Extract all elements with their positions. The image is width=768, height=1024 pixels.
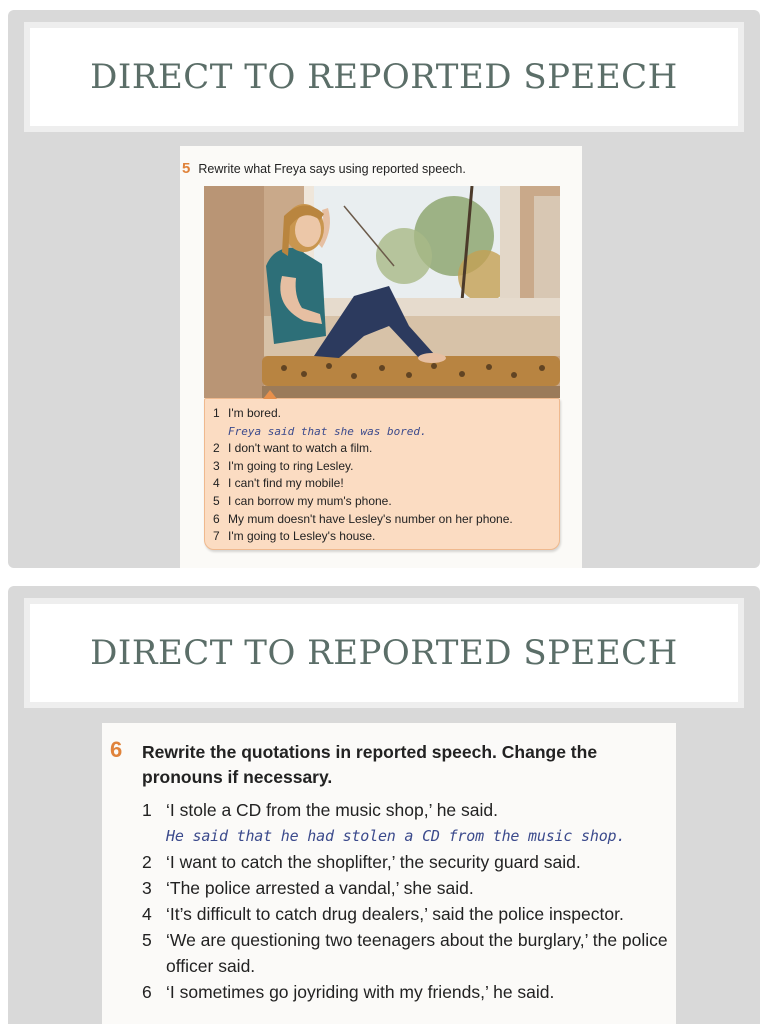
exercise-header: [182, 160, 466, 177]
textbook-page-scan: [180, 146, 582, 568]
slide-title-box: [24, 22, 744, 132]
handwritten-example-answer: He said that he had stolen a CD from the music shop.: [166, 827, 626, 845]
slide-title-box: [24, 598, 744, 708]
exercise-instruction: Rewrite the quotations in reported speech. Change the pronouns if necessary.: [142, 742, 598, 787]
slide-title: DIRECT TO REPORTED SPEECH: [90, 57, 678, 97]
list-item: 5 ‘We are questioning two teenagers about the burglary,’ the police officer said.: [142, 930, 668, 976]
exercise-number: 5: [182, 160, 191, 177]
slide-1: [8, 10, 760, 568]
list-item: 7 I'm going to Lesley's house.: [213, 529, 376, 544]
speech-pointer: [263, 390, 277, 399]
textbook-page-scan: [102, 723, 676, 1024]
slide-title: DIRECT TO REPORTED SPEECH: [90, 633, 678, 673]
list-item: 4 ‘It’s difficult to catch drug dealers,’ said the police inspector.: [142, 904, 624, 924]
list-item: 1 I'm bored.: [213, 406, 281, 420]
exercise-items-list: [142, 797, 672, 1005]
list-item: 6 My mum doesn't have Lesley's number on her phone.: [213, 511, 513, 526]
photo-illustration: [204, 186, 560, 398]
list-item: 2 ‘I want to catch the shoplifter,’ the security guard said.: [142, 852, 581, 872]
list-item: 4 I can't find my mobile!: [213, 476, 344, 491]
list-item: 2 I don't want to watch a film.: [213, 441, 373, 456]
slide-2: [8, 586, 760, 1024]
list-item: 3 I'm going to ring Lesley.: [213, 458, 354, 473]
exercise-items-box: [204, 398, 560, 550]
exercise-number: 6: [110, 737, 123, 762]
list-item: 3 ‘The police arrested a vandal,’ she said.: [142, 878, 474, 898]
exercise-instruction: Rewrite what Freya says using reported speech.: [198, 162, 466, 176]
list-item: 6 ‘I sometimes go joyriding with my friends,’ he said.: [142, 982, 555, 1002]
girl-at-window-photo: [204, 186, 560, 398]
list-item: 5 I can borrow my mum's phone.: [213, 493, 392, 508]
list-item: 1 ‘I stole a CD from the music shop,’ he said.: [142, 800, 498, 820]
handwritten-example-answer: Freya said that she was bored.: [228, 424, 427, 438]
